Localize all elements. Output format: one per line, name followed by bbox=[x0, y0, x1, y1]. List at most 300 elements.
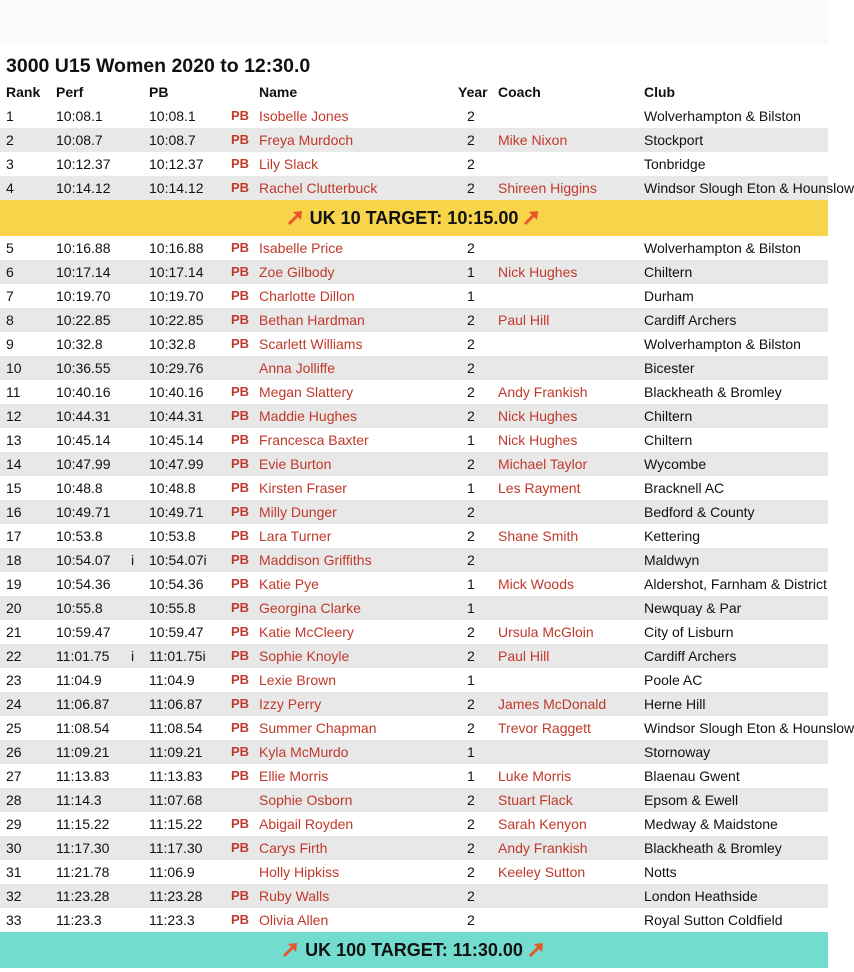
year-cell: 2 bbox=[467, 180, 475, 196]
rank-cell: 1 bbox=[6, 108, 14, 124]
coach-link[interactable]: Mick Woods bbox=[498, 576, 574, 592]
pb-cell: 10:08.1 bbox=[149, 108, 196, 124]
pb-cell: 10:14.12 bbox=[149, 180, 204, 196]
rank-cell: 8 bbox=[6, 312, 14, 328]
pb-cell: 10:17.14 bbox=[149, 264, 204, 280]
perf-cell: 10:32.8 bbox=[56, 336, 103, 352]
rank-cell: 2 bbox=[6, 132, 14, 148]
athlete-name-link[interactable]: Kyla McMurdo bbox=[259, 744, 349, 760]
club-cell: Windsor Slough Eton & Hounslow bbox=[644, 720, 854, 736]
club-cell: Durham bbox=[644, 288, 694, 304]
perf-cell: 10:53.8 bbox=[56, 528, 103, 544]
table-row bbox=[0, 836, 828, 860]
perf-cell: 11:08.54 bbox=[56, 720, 110, 736]
pb-cell: 10:54.07i bbox=[149, 552, 207, 568]
table-row bbox=[0, 692, 828, 716]
athlete-name-link[interactable]: Olivia Allen bbox=[259, 912, 329, 928]
athlete-name-link[interactable]: Charlotte Dillon bbox=[259, 288, 355, 304]
table-row bbox=[0, 884, 828, 908]
coach-link[interactable]: Luke Morris bbox=[498, 768, 572, 784]
rank-cell: 10 bbox=[6, 360, 22, 376]
pb-cell: 11:08.54 bbox=[149, 720, 203, 736]
athlete-name-link[interactable]: Sophie Osborn bbox=[259, 792, 353, 808]
pb-flag: PB bbox=[231, 408, 250, 423]
table-row bbox=[0, 128, 828, 152]
rank-cell: 23 bbox=[6, 672, 22, 688]
rank-cell: 6 bbox=[6, 264, 14, 280]
coach-link[interactable]: Stuart Flack bbox=[498, 792, 573, 808]
indoor-mark: i bbox=[131, 552, 135, 568]
rank-cell: 21 bbox=[6, 624, 22, 640]
rank-cell: 17 bbox=[6, 528, 22, 544]
club-cell: Chiltern bbox=[644, 408, 693, 424]
perf-cell: 10:19.70 bbox=[56, 288, 111, 304]
rank-cell: 13 bbox=[6, 432, 22, 448]
perf-cell: 10:17.14 bbox=[56, 264, 111, 280]
arrow-up-right-icon bbox=[527, 940, 547, 958]
table-row bbox=[0, 716, 854, 740]
table-row bbox=[0, 740, 828, 764]
pb-cell: 10:22.85 bbox=[149, 312, 204, 328]
table-row bbox=[0, 380, 828, 404]
table-row bbox=[0, 308, 828, 332]
athlete-name-link[interactable]: Bethan Hardman bbox=[259, 312, 365, 328]
athlete-name-link[interactable]: Maddie Hughes bbox=[259, 408, 358, 424]
rank-cell: 20 bbox=[6, 600, 22, 616]
club-cell: City of Lisburn bbox=[644, 624, 734, 640]
year-cell: 1 bbox=[467, 576, 475, 592]
rank-cell: 29 bbox=[6, 816, 22, 832]
athlete-name-link[interactable]: Maddison Griffiths bbox=[259, 552, 372, 568]
pb-cell: 11:15.22 bbox=[149, 816, 203, 832]
perf-cell: 10:48.8 bbox=[56, 480, 103, 496]
coach-link[interactable]: Paul Hill bbox=[498, 648, 550, 664]
pb-cell: 11:01.75i bbox=[149, 648, 206, 664]
perf-cell: 11:09.21 bbox=[56, 744, 110, 760]
coach-link[interactable]: Shane Smith bbox=[498, 528, 579, 544]
perf-cell: 10:36.55 bbox=[56, 360, 111, 376]
table-header bbox=[0, 84, 828, 104]
rank-cell: 26 bbox=[6, 744, 22, 760]
header-club: Club bbox=[644, 84, 676, 100]
club-cell: Notts bbox=[644, 864, 677, 880]
athlete-name-link[interactable]: Megan Slattery bbox=[259, 384, 354, 400]
coach-link[interactable]: Keeley Sutton bbox=[498, 864, 586, 880]
pb-cell: 10:54.36 bbox=[149, 576, 204, 592]
rank-cell: 27 bbox=[6, 768, 22, 784]
table-row bbox=[0, 788, 828, 812]
top-band bbox=[0, 0, 828, 44]
perf-cell: 11:23.3 bbox=[56, 912, 102, 928]
pb-flag: PB bbox=[231, 816, 250, 831]
athlete-name-link[interactable]: Milly Dunger bbox=[259, 504, 337, 520]
table-row bbox=[0, 452, 828, 476]
table-row bbox=[0, 428, 828, 452]
table-row bbox=[0, 236, 828, 260]
rank-cell: 11 bbox=[6, 384, 21, 400]
coach-link[interactable]: Michael Taylor bbox=[498, 456, 588, 472]
athlete-name-link[interactable]: Rachel Clutterbuck bbox=[259, 180, 378, 196]
table-row bbox=[0, 260, 828, 284]
pb-flag: PB bbox=[231, 720, 250, 735]
club-cell: London Heathside bbox=[644, 888, 758, 904]
pb-flag: PB bbox=[231, 624, 250, 639]
rank-cell: 3 bbox=[6, 156, 14, 172]
coach-link[interactable]: Nick Hughes bbox=[498, 432, 578, 448]
pb-flag: PB bbox=[231, 504, 250, 519]
athlete-name-link[interactable]: Isobelle Jones bbox=[259, 108, 349, 124]
club-cell: Cardiff Archers bbox=[644, 648, 737, 664]
perf-cell: 10:59.47 bbox=[56, 624, 111, 640]
pb-cell: 11:23.3 bbox=[149, 912, 195, 928]
rank-cell: 30 bbox=[6, 840, 22, 856]
club-cell: Cardiff Archers bbox=[644, 312, 737, 328]
perf-cell: 10:44.31 bbox=[56, 408, 111, 424]
pb-flag: PB bbox=[231, 156, 250, 171]
club-cell: Windsor Slough Eton & Hounslow bbox=[644, 180, 854, 196]
perf-cell: 11:15.22 bbox=[56, 816, 110, 832]
athlete-name-link[interactable]: Lara Turner bbox=[259, 528, 332, 544]
arrow-up-right-icon bbox=[522, 208, 542, 226]
pb-cell: 10:59.47 bbox=[149, 624, 204, 640]
rank-cell: 7 bbox=[6, 288, 14, 304]
pb-cell: 10:49.71 bbox=[149, 504, 204, 520]
club-cell: Wolverhampton & Bilston bbox=[644, 240, 801, 256]
athlete-name-link[interactable]: Evie Burton bbox=[259, 456, 332, 472]
athlete-name-link[interactable]: Anna Jolliffe bbox=[259, 360, 336, 376]
pb-cell: 10:40.16 bbox=[149, 384, 204, 400]
rank-cell: 12 bbox=[6, 408, 22, 424]
header-name: Name bbox=[259, 84, 298, 100]
perf-cell: 10:40.16 bbox=[56, 384, 111, 400]
year-cell: 2 bbox=[467, 912, 475, 928]
table-row bbox=[0, 860, 828, 884]
table-row bbox=[0, 644, 828, 668]
club-cell: Aldershot, Farnham & District bbox=[644, 576, 827, 592]
club-cell: Stockport bbox=[644, 132, 704, 148]
table-row bbox=[0, 764, 828, 788]
table-row bbox=[0, 620, 828, 644]
year-cell: 1 bbox=[467, 264, 475, 280]
year-cell: 2 bbox=[467, 624, 475, 640]
club-cell: Bedford & County bbox=[644, 504, 755, 520]
pb-cell: 11:04.9 bbox=[149, 672, 195, 688]
year-cell: 2 bbox=[467, 840, 475, 856]
perf-cell: 10:16.88 bbox=[56, 240, 111, 256]
pb-cell: 11:06.9 bbox=[149, 864, 195, 880]
club-cell: Newquay & Par bbox=[644, 600, 742, 616]
year-cell: 2 bbox=[467, 336, 475, 352]
rank-cell: 9 bbox=[6, 336, 14, 352]
pb-cell: 10:53.8 bbox=[149, 528, 196, 544]
coach-link[interactable]: Mike Nixon bbox=[498, 132, 568, 148]
year-cell: 2 bbox=[467, 384, 475, 400]
indoor-mark: i bbox=[131, 648, 135, 664]
year-cell: 2 bbox=[467, 720, 475, 736]
club-cell: Epsom & Ewell bbox=[644, 792, 739, 808]
pb-cell: 10:19.70 bbox=[149, 288, 204, 304]
athlete-name-link[interactable]: Holly Hipkiss bbox=[259, 864, 340, 880]
pb-flag: PB bbox=[231, 768, 250, 783]
uk-100-target-banner bbox=[0, 932, 828, 968]
perf-cell: 10:14.12 bbox=[56, 180, 111, 196]
perf-cell: 10:08.7 bbox=[56, 132, 103, 148]
club-cell: Bicester bbox=[644, 360, 695, 376]
coach-link[interactable]: Nick Hughes bbox=[498, 264, 578, 280]
header-coach: Coach bbox=[498, 84, 541, 100]
perf-cell: 10:22.85 bbox=[56, 312, 111, 328]
coach-link[interactable]: James McDonald bbox=[498, 696, 607, 712]
year-cell: 2 bbox=[467, 108, 475, 124]
header-pb: PB bbox=[149, 84, 169, 100]
perf-cell: 11:14.3 bbox=[56, 792, 102, 808]
table-row bbox=[0, 152, 828, 176]
year-cell: 2 bbox=[467, 504, 475, 520]
club-cell: Maldwyn bbox=[644, 552, 700, 568]
year-cell: 2 bbox=[467, 648, 475, 664]
header-perf: Perf bbox=[56, 84, 84, 100]
perf-cell: 11:04.9 bbox=[56, 672, 102, 688]
year-cell: 2 bbox=[467, 360, 475, 376]
target-line bbox=[0, 200, 828, 236]
athlete-name-link[interactable]: Ruby Walls bbox=[259, 888, 330, 904]
year-cell: 1 bbox=[467, 288, 475, 304]
year-cell: 2 bbox=[467, 552, 475, 568]
athlete-name-link[interactable]: Sophie Knoyle bbox=[259, 648, 350, 664]
pb-cell: 10:08.7 bbox=[149, 132, 196, 148]
table-row bbox=[0, 284, 828, 308]
header-year: Year bbox=[458, 84, 488, 100]
pb-flag: PB bbox=[231, 528, 250, 543]
coach-link[interactable]: Paul Hill bbox=[498, 312, 550, 328]
table-row bbox=[0, 476, 828, 500]
table-row bbox=[0, 332, 828, 356]
coach-link[interactable]: Andy Frankish bbox=[498, 840, 588, 856]
coach-link[interactable]: Les Rayment bbox=[498, 480, 581, 496]
coach-link[interactable]: Ursula McGloin bbox=[498, 624, 594, 640]
rank-cell: 24 bbox=[6, 696, 22, 712]
athlete-name-link[interactable]: Lily Slack bbox=[259, 156, 319, 172]
pb-flag: PB bbox=[231, 576, 250, 591]
club-cell: Royal Sutton Coldfield bbox=[644, 912, 783, 928]
pb-cell: 11:13.83 bbox=[149, 768, 203, 784]
year-cell: 2 bbox=[467, 312, 475, 328]
club-cell: Bracknell AC bbox=[644, 480, 725, 496]
athlete-name-link[interactable]: Freya Murdoch bbox=[259, 132, 354, 148]
pb-cell: 11:07.68 bbox=[149, 792, 203, 808]
table-row bbox=[0, 176, 854, 200]
pb-cell: 10:12.37 bbox=[149, 156, 204, 172]
rank-cell: 18 bbox=[6, 552, 22, 568]
coach-link[interactable]: Andy Frankish bbox=[498, 384, 588, 400]
year-cell: 2 bbox=[467, 132, 475, 148]
pb-flag: PB bbox=[231, 648, 250, 663]
athlete-name-link[interactable]: Francesca Baxter bbox=[259, 432, 369, 448]
arrow-up-right-icon bbox=[281, 940, 301, 958]
club-cell: Stornoway bbox=[644, 744, 711, 760]
rank-cell: 15 bbox=[6, 480, 22, 496]
pb-flag: PB bbox=[231, 180, 250, 195]
perf-cell: 11:23.28 bbox=[56, 888, 110, 904]
pb-flag: PB bbox=[231, 132, 250, 147]
pb-flag: PB bbox=[231, 480, 250, 495]
perf-cell: 10:47.99 bbox=[56, 456, 111, 472]
club-cell: Blackheath & Bromley bbox=[644, 384, 782, 400]
table-row bbox=[0, 404, 828, 428]
pb-flag: PB bbox=[231, 264, 250, 279]
rank-cell: 31 bbox=[6, 864, 22, 880]
table-row bbox=[0, 596, 828, 620]
club-cell: Chiltern bbox=[644, 264, 693, 280]
year-cell: 2 bbox=[467, 696, 475, 712]
perf-cell: 10:45.14 bbox=[56, 432, 111, 448]
perf-cell: 10:12.37 bbox=[56, 156, 111, 172]
perf-cell: 11:21.78 bbox=[56, 864, 110, 880]
pb-flag: PB bbox=[231, 108, 250, 123]
year-cell: 2 bbox=[467, 816, 475, 832]
pb-cell: 10:48.8 bbox=[149, 480, 196, 496]
club-cell: Wolverhampton & Bilston bbox=[644, 336, 801, 352]
coach-link[interactable]: Trevor Raggett bbox=[498, 720, 591, 736]
target-line bbox=[0, 932, 828, 968]
club-cell: Kettering bbox=[644, 528, 701, 544]
pb-cell: 10:55.8 bbox=[149, 600, 196, 616]
year-cell: 1 bbox=[467, 480, 475, 496]
year-cell: 1 bbox=[467, 744, 475, 760]
athlete-name-link[interactable]: Katie McCleery bbox=[259, 624, 354, 640]
pb-flag: PB bbox=[231, 696, 250, 711]
perf-cell: 10:08.1 bbox=[56, 108, 103, 124]
pb-flag: PB bbox=[231, 600, 250, 615]
athlete-name-link[interactable]: Izzy Perry bbox=[259, 696, 322, 712]
year-cell: 1 bbox=[467, 432, 475, 448]
club-cell: Wolverhampton & Bilston bbox=[644, 108, 801, 124]
perf-cell: 10:49.71 bbox=[56, 504, 111, 520]
athlete-name-link[interactable]: Kirsten Fraser bbox=[259, 480, 347, 496]
club-cell: Poole AC bbox=[644, 672, 703, 688]
pb-cell: 10:45.14 bbox=[149, 432, 204, 448]
table-row bbox=[0, 548, 828, 572]
arrow-up-right-icon bbox=[286, 208, 306, 226]
pb-flag: PB bbox=[231, 456, 250, 471]
rank-cell: 32 bbox=[6, 888, 22, 904]
athlete-name-link[interactable]: Scarlett Williams bbox=[259, 336, 363, 352]
athlete-name-link[interactable]: Zoe Gilbody bbox=[259, 264, 335, 280]
athlete-name-link[interactable]: Katie Pye bbox=[259, 576, 319, 592]
table-row bbox=[0, 500, 828, 524]
year-cell: 2 bbox=[467, 864, 475, 880]
table-row bbox=[0, 572, 828, 596]
year-cell: 2 bbox=[467, 528, 475, 544]
pb-cell: 10:16.88 bbox=[149, 240, 204, 256]
year-cell: 2 bbox=[467, 792, 475, 808]
coach-link[interactable]: Sarah Kenyon bbox=[498, 816, 587, 832]
perf-cell: 10:55.8 bbox=[56, 600, 103, 616]
pb-flag: PB bbox=[231, 888, 250, 903]
pb-flag: PB bbox=[231, 336, 250, 351]
pb-flag: PB bbox=[231, 240, 250, 255]
pb-cell: 11:23.28 bbox=[149, 888, 203, 904]
club-cell: Blackheath & Bromley bbox=[644, 840, 782, 856]
rank-cell: 25 bbox=[6, 720, 22, 736]
header-rank: Rank bbox=[6, 84, 41, 100]
perf-cell: 10:54.07 bbox=[56, 552, 111, 568]
pb-cell: 11:06.87 bbox=[149, 696, 203, 712]
rank-cell: 33 bbox=[6, 912, 22, 928]
pb-cell: 10:44.31 bbox=[149, 408, 204, 424]
athlete-name-link[interactable]: Lexie Brown bbox=[259, 672, 337, 688]
perf-cell: 11:06.87 bbox=[56, 696, 110, 712]
page-title: 3000 U15 Women 2020 to 12:30.0 bbox=[6, 55, 311, 77]
table-row bbox=[0, 668, 828, 692]
perf-cell: 11:13.83 bbox=[56, 768, 110, 784]
pb-cell: 10:47.99 bbox=[149, 456, 204, 472]
uk-10-target-banner bbox=[0, 200, 828, 236]
pb-cell: 11:17.30 bbox=[149, 840, 203, 856]
pb-flag: PB bbox=[231, 744, 250, 759]
year-cell: 1 bbox=[467, 768, 475, 784]
perf-cell: 11:17.30 bbox=[56, 840, 110, 856]
year-cell: 2 bbox=[467, 408, 475, 424]
pb-flag: PB bbox=[231, 312, 250, 327]
athlete-name-link[interactable]: Ellie Morris bbox=[259, 768, 329, 784]
club-cell: Tonbridge bbox=[644, 156, 706, 172]
rank-cell: 14 bbox=[6, 456, 22, 472]
table-row bbox=[0, 104, 828, 128]
rank-cell: 19 bbox=[6, 576, 22, 592]
athlete-name-link[interactable]: Abigail Royden bbox=[259, 816, 354, 832]
club-cell: Medway & Maidstone bbox=[644, 816, 778, 832]
pb-flag: PB bbox=[231, 840, 250, 855]
target-label: UK 100 TARGET: 11:30.00 bbox=[305, 940, 523, 960]
rank-cell: 16 bbox=[6, 504, 22, 520]
pb-flag: PB bbox=[231, 432, 250, 447]
rank-cell: 28 bbox=[6, 792, 22, 808]
year-cell: 1 bbox=[467, 672, 475, 688]
pb-cell: 10:32.8 bbox=[149, 336, 196, 352]
club-cell: Herne Hill bbox=[644, 696, 706, 712]
target-label: UK 10 TARGET: 10:15.00 bbox=[309, 208, 519, 228]
table-row bbox=[0, 524, 828, 548]
rank-cell: 4 bbox=[6, 180, 14, 196]
table-row bbox=[0, 908, 828, 932]
table-row bbox=[0, 812, 828, 836]
pb-flag: PB bbox=[231, 672, 250, 687]
pb-flag: PB bbox=[231, 288, 250, 303]
athlete-name-link[interactable]: Georgina Clarke bbox=[259, 600, 361, 616]
club-cell: Wycombe bbox=[644, 456, 707, 472]
coach-link[interactable]: Shireen Higgins bbox=[498, 180, 597, 196]
pb-flag: PB bbox=[231, 912, 250, 927]
rank-cell: 22 bbox=[6, 648, 22, 664]
year-cell: 2 bbox=[467, 156, 475, 172]
rank-cell: 5 bbox=[6, 240, 14, 256]
pb-flag: PB bbox=[231, 384, 250, 399]
athlete-name-link[interactable]: Summer Chapman bbox=[259, 720, 377, 736]
club-cell: Chiltern bbox=[644, 432, 693, 448]
year-cell: 2 bbox=[467, 888, 475, 904]
athlete-name-link[interactable]: Isabelle Price bbox=[259, 240, 344, 256]
athlete-name-link[interactable]: Carys Firth bbox=[259, 840, 328, 856]
perf-cell: 11:01.75 bbox=[56, 648, 110, 664]
rankings-table bbox=[0, 104, 854, 968]
club-cell: Blaenau Gwent bbox=[644, 768, 740, 784]
year-cell: 2 bbox=[467, 240, 475, 256]
coach-link[interactable]: Nick Hughes bbox=[498, 408, 578, 424]
pb-flag: PB bbox=[231, 552, 250, 567]
year-cell: 2 bbox=[467, 456, 475, 472]
pb-cell: 11:09.21 bbox=[149, 744, 203, 760]
